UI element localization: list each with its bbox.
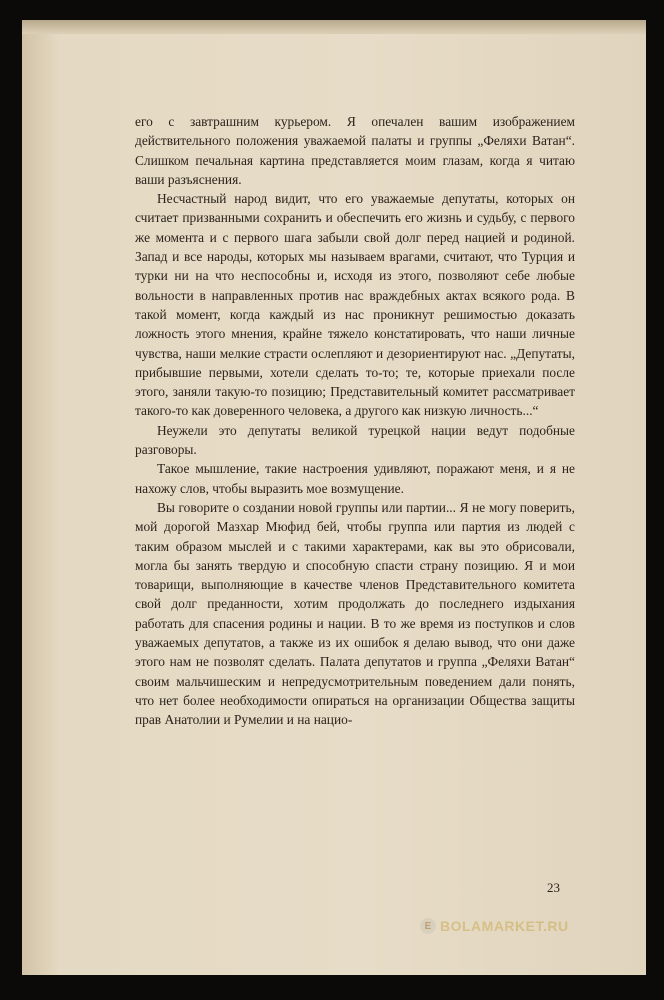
watermark (420, 918, 569, 934)
paragraph: Вы говорите о создании новой группы или партии... Я не могу поверить, мой дорогой Мазхар Мюфид бей, чтобы группа или партия из людей с таким образом мыслей и с такими характерами, как вы это обрисовали, могла бы занять твердую и способную спасти страну позицию. Я и мои товарищи, выполняющие в качестве членов Представительного комитета свой долг преданности, хотим продолжать до последнего издыхания работать для спасения родины и нации. В то же время из поступков и слов уважаемых депутатов, а также из их ошибок я делаю вывод, что они даже этого нам не позволят сделать. Палата депутатов и группа „Феляхи Ватан“ своим мальчишеским и непредусмотрительным поведением дали понять, что нет более необходимости опираться на организации Общества защиты прав Анатолии и Румелии и на нацио- (135, 499, 575, 728)
paragraph: Такое мышление, такие настроения удивляют, поражают меня, и я не нахожу слов, чтобы выразить мое возмущение. (135, 461, 575, 496)
page-number: 23 (547, 880, 560, 895)
page-text (135, 112, 575, 730)
paragraph: Несчастный народ видит, что его уважаемые депутаты, которых он считает призванными сохранить и обеспечить его жизнь и судьбу, с первого же момента и с первого шага забыли свой долг перед нацией и родиной. Запад и все народы, которых мы называем врагами, считают, что Турция и турки ни на что неспособны и, исходя из этого, позволяют себе любые вольности в направленных против нас враждебных актах всякого рода. В такой момент, когда каждый из нас проникнут решимостью доказать ложность этого мнения, крайне тяжело констатировать, что наши личные чувства, наши мелкие страсти ослепляют и дезориентируют нас. „Депутаты, прибывшие первыми, хотели сделать то-то; те, которые приехали после этого, заняли такую-то позицию; Представительный комитет рассматривает такого-то как доверенного человека, а другого как низкую личность...“ (135, 191, 575, 419)
paragraph: Неужели это депутаты великой турецкой нации ведут подобные разговоры. (135, 422, 575, 458)
book-page (22, 20, 646, 975)
page-top-edge (22, 20, 646, 34)
watermark-text: BOLAMARKET.RU (440, 918, 569, 934)
watermark-logo-icon: E (420, 918, 436, 934)
paragraph: его с завтрашним курьером. Я опечален вашим изображением действительного положения уважаемой палаты и группы „Феляхи Ватан“. Слишком печальная картина представляется моим глазам, когда я читаю ваши разъяснения. (135, 114, 575, 187)
